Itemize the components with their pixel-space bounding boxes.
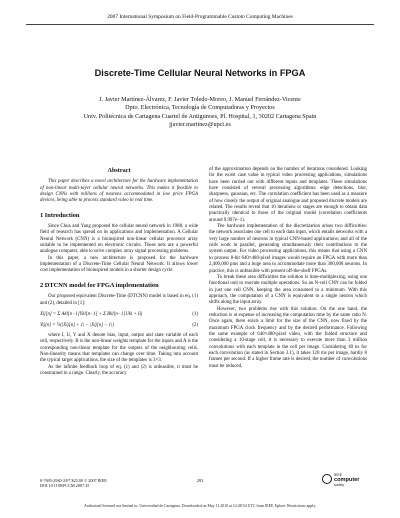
computer-society-logo xyxy=(322,473,360,487)
paragraph: Our proposed equivalent Discrete-Time (DTCNN) model is based in eq. (1) and (2), detailed in [1]: xyxy=(40,294,198,306)
abstract-heading: Abstract xyxy=(107,167,131,174)
author-block xyxy=(0,96,400,130)
conference-header: 2007 International Symposium on Field-Programmable Custom Computing Machines xyxy=(107,14,293,20)
header-rule xyxy=(26,24,374,25)
equation-2-number: (2) xyxy=(192,322,198,328)
logo-sub-text: society xyxy=(334,483,344,487)
logo-top-text: IEEE xyxy=(334,473,343,477)
paper-title: Discrete-Time Cellular Neural Networks in FPGA xyxy=(94,68,306,78)
section-heading-introduction: 1 Introduction xyxy=(40,211,80,219)
paragraph: As the infinite feedback loop of eq. (1) and (2) is unfeasible, it must be constrained in a range. Clearly, the accuracy xyxy=(40,364,198,376)
author-names: J. Javier Martínez-Álvarez, F. Javier Toledo-Moreo, J. Manuel Ferrández-Vicente xyxy=(99,96,301,103)
equation-2-body: Yij[n] = ½(|Xij[n] + 1| − |Xij[n] − 1|) xyxy=(40,322,114,328)
author-university: Univ. Politécnica de Cartagena Cuartel de Antigunoes, Pl. Hospital, 1, 30202 Cartagena Spain xyxy=(83,112,317,120)
paragraph: However, two problems rise with this solution. On the one hand, the reduction is at expense of increasing the computation time by the same ratio N. Once again, there exists a limit for the size of the CNN, now fixed by the maximum FPGA clock frequency and by the desired performance. Following the same example of 640×480-pixel video, with the folded structure and considering a 10-stage cell, it is necessary to execute more than 3 million convolutions with each template in the cell per image. Considering 40 ns for each convolution (as stated in Section 3.1), it takes 120 ms per image, hardly 8 frames per second. If a higher frame rate is desired, the number of convolutions must be reduced, xyxy=(209,306,367,369)
equation-1-number: (1) xyxy=(192,311,198,317)
footer-isbn: 0-7695-2940-2/07 $25.00 © 2007 IEEE xyxy=(40,478,107,483)
paragraph: The hardware implementation of the discretization arises two difficulties: the network associates one cell to each data input, which entails networks with a very large number of neurons in typical CNN-based applications; and all of the cells work in parallel, generating simultaneously their contributions to the system output. For video processing applications, this means that using a CNN to process 8-bit 640×480-pixel images would require an FPGA with more than 2,400,000 pins and a huge area to accommodate more than 300,000 neurons. In practice, this is unfeasible with present off-the-shelf FPGAs. xyxy=(209,224,367,274)
author-department: Dpto. Electrónica, Tecnología de Computadoras y Proyectos xyxy=(125,104,275,112)
paragraph: Since Chua and Yang proposed the cellular neural network in 1988, a wide field of research has spread on its applications and implementation. A Cellular Neural Network (CNN) is a bioinspired non-linear cellular processor array suitable to be implemented on electronic circuits. These nets are a powerful analogue computer, able to solve complex array signal processing problems. xyxy=(40,224,198,255)
equation-2 xyxy=(40,322,198,329)
license-notice: Authorized licensed use limited to: Universidad de Cartagena. Downloaded on May 11,2010 at 12:48:54 UTC from IEEE Xplore. Restrictions apply. xyxy=(83,504,317,508)
logo-ring-icon xyxy=(322,474,332,484)
right-column xyxy=(209,167,367,370)
author-email: jjavier.martinez@upct.es xyxy=(169,121,231,129)
paragraph: of the approximation depends on the number of iterations considered. Looking for the worst case value in typical video processing applications, simulations have been carried out with different inputs and templates. These simulations have consisted of several processing algorithms: edge detections, blur, sharpness, gaussian, etc. The correlation coefficient has been used as a measure of how closely the output of original analogue and proposed discrete models are related. The results reveal that 10 iterations or stages are enough to obtain data practically identical to those of the original model (correlation coefficients around 9.997e−1). xyxy=(209,167,367,223)
logo-main-text: computer xyxy=(334,477,360,483)
section-heading-dtcnn: 2 DTCNN model for FPGA implementation xyxy=(40,281,159,289)
left-column xyxy=(40,168,198,377)
paragraph: In this paper, a new architecture is proposed for the hardware implementation of a Discrete-Time Cellular Neural Network. It allows lower cost implementation of bioinspired models in a shorter design cycle. xyxy=(40,255,198,274)
paragraph: where I, U, Y and X denote bias, input, output and state variable of each cell, respectively. B is the non-linear weights template for the inputs and A is the corresponding non-linear template for the outputs of the neighbouring cells. Non-linearity means that templates can change over time. Taking into account the typical target applications, the size of the templates is 3×3. xyxy=(40,332,198,364)
equation-1 xyxy=(40,311,198,318)
abstract-text: This paper describes a novel architecture for the hardware implementation of non-linear multi-layer cellular neural networks. This makes it feasible to design CNNs with millions of neurons accommodated in low price FPGA devices, being able to process standard video in real time. xyxy=(40,179,198,204)
equation-1-body: Xij[n] = Σ Akl[n−1]Ykl[n−1] + Σ Bkl[n−1]Ukl + Iij xyxy=(40,311,143,317)
page-number: 293 xyxy=(196,478,204,483)
footer-doi: DOI 10.1109/FCCM.2007.25 xyxy=(40,483,90,489)
paragraph: To break these area difficulties the solution is time-multiplexing, using one functional unit to execute multiple operations. So an N-cell CNN can be folded in just one cell CNN, keeping the area consumed to a minimum. With this approach, the computation of a CNN is equivalent to a single neuron which shifts along the input array. xyxy=(209,274,367,306)
